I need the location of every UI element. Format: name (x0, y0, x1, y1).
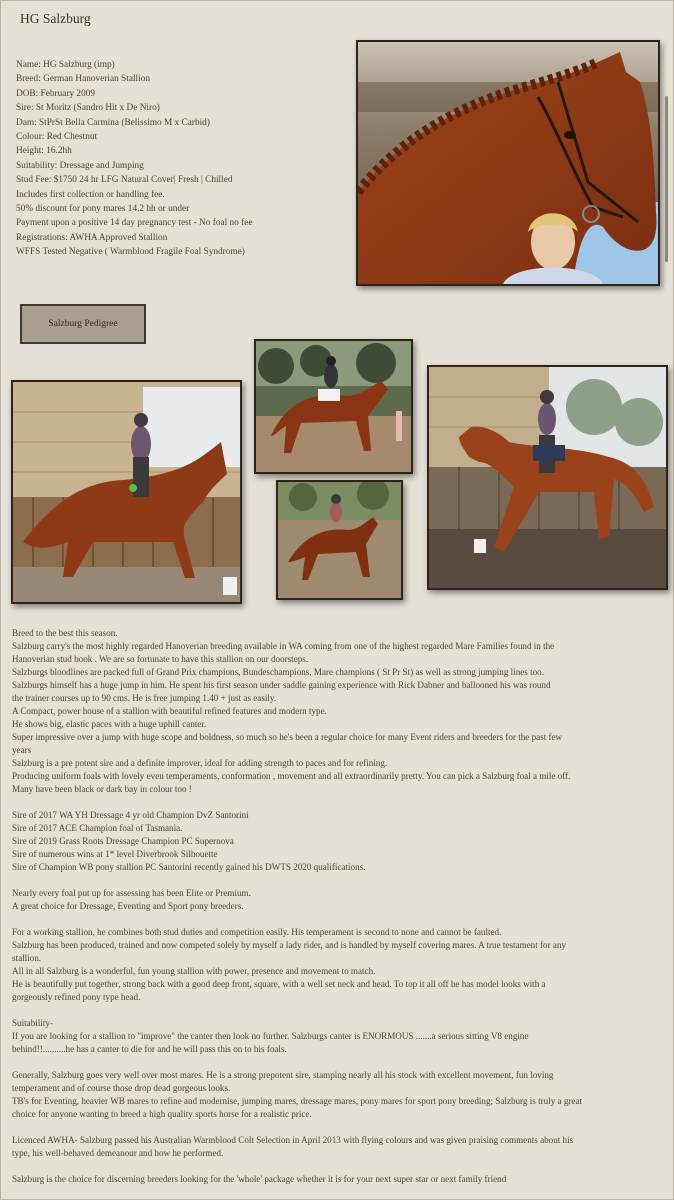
text-line: All in all Salzburg is a wonderful, fun young stallion with power, presence and movement to match. (12, 966, 376, 976)
text-line: Salzburg is the choice for discerning breeders looking for the 'whole' package whether it is for your next super star or next family friend (12, 1174, 507, 1184)
text-line: Sire of 2017 WA YH Dressage 4 yr old Champion DvZ Santorini (12, 810, 249, 820)
text-line: Producing uniform foals with lovely even temperaments, conformation , movement and all extraordinarily pretty. You can pick a Salzburg foal a mile off. (12, 771, 571, 781)
text-line: Breed to the best this season. (12, 628, 118, 638)
text-line: stallion. (12, 953, 42, 963)
text-line: He shows big, elastic paces with a huge uphill canter. (12, 719, 207, 729)
outdoor-arena-photo (254, 339, 413, 474)
head-photo (356, 40, 660, 286)
text-line: Sire of Champion WB pony stallion PC Santorini recently gained his DWTS 2020 qualifications. (12, 862, 366, 872)
stallion-details (16, 58, 346, 260)
paragraph-gap (12, 874, 664, 887)
detail-line: Sire: St Moritz (Sandro Hit x De Niro) (16, 103, 160, 114)
salzburg-pedigree-button[interactable]: Salzburg Pedigree (20, 304, 146, 344)
text-line: A great choice for Dressage, Eventing and Sport pony breeders. (12, 901, 244, 911)
paragraph-gap (12, 1160, 664, 1173)
detail-line: Dam: StPrSt Bella Carmina (Belissimo M x Carbid) (16, 117, 210, 128)
paragraph-gap (12, 796, 664, 809)
text-line: TB's for Eventing, heavier WB mares to refine and modernise, jumping mares, dressage mares, pony mares for sport pony breeding; Salzburg is truly a great (12, 1096, 583, 1106)
text-line: If you are looking for a stallion to "improve" the canter then look no further. Salzburgs canter is ENORMOUS .......a serious sitting V8 engine (12, 1031, 529, 1041)
text-line: Nearly every foal put up for assessing has been Elite or Premium. (12, 888, 251, 898)
text-line: Salzburg has been produced, trained and now competed solely by myself a lady rider, and is handled by myself covering mares. A true testament for any (12, 940, 567, 950)
dirt-arena-photo (276, 480, 403, 600)
text-line: choice for anyone wanting to breed a high quality sports horse for a realistic price. (12, 1109, 312, 1119)
detail-line: WFFS Tested Negative ( Warmblood Fragile Foal Syndrome) (16, 247, 245, 258)
paragraph-gap (12, 1056, 664, 1069)
text-line: gorgeously refined pony type head. (12, 992, 141, 1002)
detail-line: Colour: Red Chestnut (16, 132, 98, 143)
detail-line: Includes first collection or handling fee. (16, 189, 165, 200)
dressage-arena-photo-left (11, 380, 242, 604)
page-title: HG Salzburg (20, 11, 91, 26)
text-line: Generally, Salzburg goes very well over most mares. He is a strong prepotent sire, stamping nearly all his stock with excellent movement, fun loving (12, 1070, 554, 1080)
text-line: behind!!..........he has a canter to die for and he will pass this on to his foals. (12, 1044, 287, 1054)
detail-line: Breed: German Hanoverian Stallion (16, 74, 150, 85)
text-line: temperament and of course those drop dead gorgeous looks. (12, 1083, 231, 1093)
text-line: Sire of 2017 ACE Champion foal of Tasmania. (12, 823, 183, 833)
text-line: Sire of 2019 Grass Roots Dressage Champion PC Supernova (12, 836, 234, 846)
detail-line: Suitability: Dressage and Jumping (16, 160, 144, 171)
text-line: Hanoverian stud book . We are so fortunate to have this stallion on our doorsteps. (12, 654, 309, 664)
text-line: Salzburgs bloodlines are packed full of Grand Prix champions, Bundeschampions, Mare champions ( St Pr St) as well as strong jumping lines too. (12, 667, 544, 677)
scrollbar[interactable] (665, 96, 668, 262)
text-line: A Compact, power house of a stallion with beautiful refined features and modern type. (12, 706, 327, 716)
text-line: Licenced AWHA- Salzburg passed his Australian Warmblood Colt Selection in April 2013 with flying colours and was given praising comments about his (12, 1135, 574, 1145)
text-line: He is beautifully put together, strong back with a good deep front, square, with a well set neck and head. To top it all off he has model looks with a (12, 979, 546, 989)
detail-line: Payment upon a positive 14 day pregnancy test - No foal no fee (16, 218, 253, 229)
detail-line: Stud Fee: $1750 24 hr LFG Natural Cover| Fresh | Chilled (16, 175, 233, 186)
text-line: type, his well-behaved demeanour and how he performed. (12, 1148, 224, 1158)
detail-line: Name: HG Salzburg (imp) (16, 60, 115, 70)
text-line: years (12, 745, 32, 755)
text-line: Salzburg is a pre potent sire and a definite improver, ideal for adding strength to paces and for refining. (12, 758, 388, 768)
text-line: Sire of numerous wins at 1* level Diverbrook Silhouette (12, 849, 218, 859)
text-line: the trainer courses up to 90 cms. He is free jumping 1.40 + just as easily. (12, 693, 277, 703)
detail-line: Height: 16.2hh (16, 146, 72, 157)
text-line: Salzburg carry's the most highly regarded Hanoverian breeding available in WA coming from one of the highest regarded Mare Families found in the (12, 641, 555, 651)
text-line: Salzburgs himself has a huge jump in him. He spent his first season under saddle gaining experience with Rick Dabner and ballooned his was round (12, 680, 551, 690)
detail-line: Registrations: AWHA Approved Stallion (16, 232, 168, 243)
text-line: Super impressive over a jump with huge scope and boldness, so much so he's been a regular choice for many Event riders and breeders for the past few (12, 732, 563, 742)
paragraph-gap (12, 1004, 664, 1017)
paragraph-gap (12, 1121, 664, 1134)
description-text (12, 627, 664, 1186)
text-line: Suitability- (12, 1018, 53, 1028)
indoor-arena-photo-right (427, 365, 668, 590)
text-line: Many have been black or dark bay in colour too ! (12, 784, 192, 794)
paragraph-gap (12, 913, 664, 926)
text-line: For a working stallion, he combines both stud duties and competition easily. His temperament is second to none and cannot be faulted. (12, 927, 502, 937)
detail-line: 50% discount for pony mares 14.2 hh or under (16, 204, 190, 215)
detail-line: DOB: February 2009 (16, 88, 96, 99)
